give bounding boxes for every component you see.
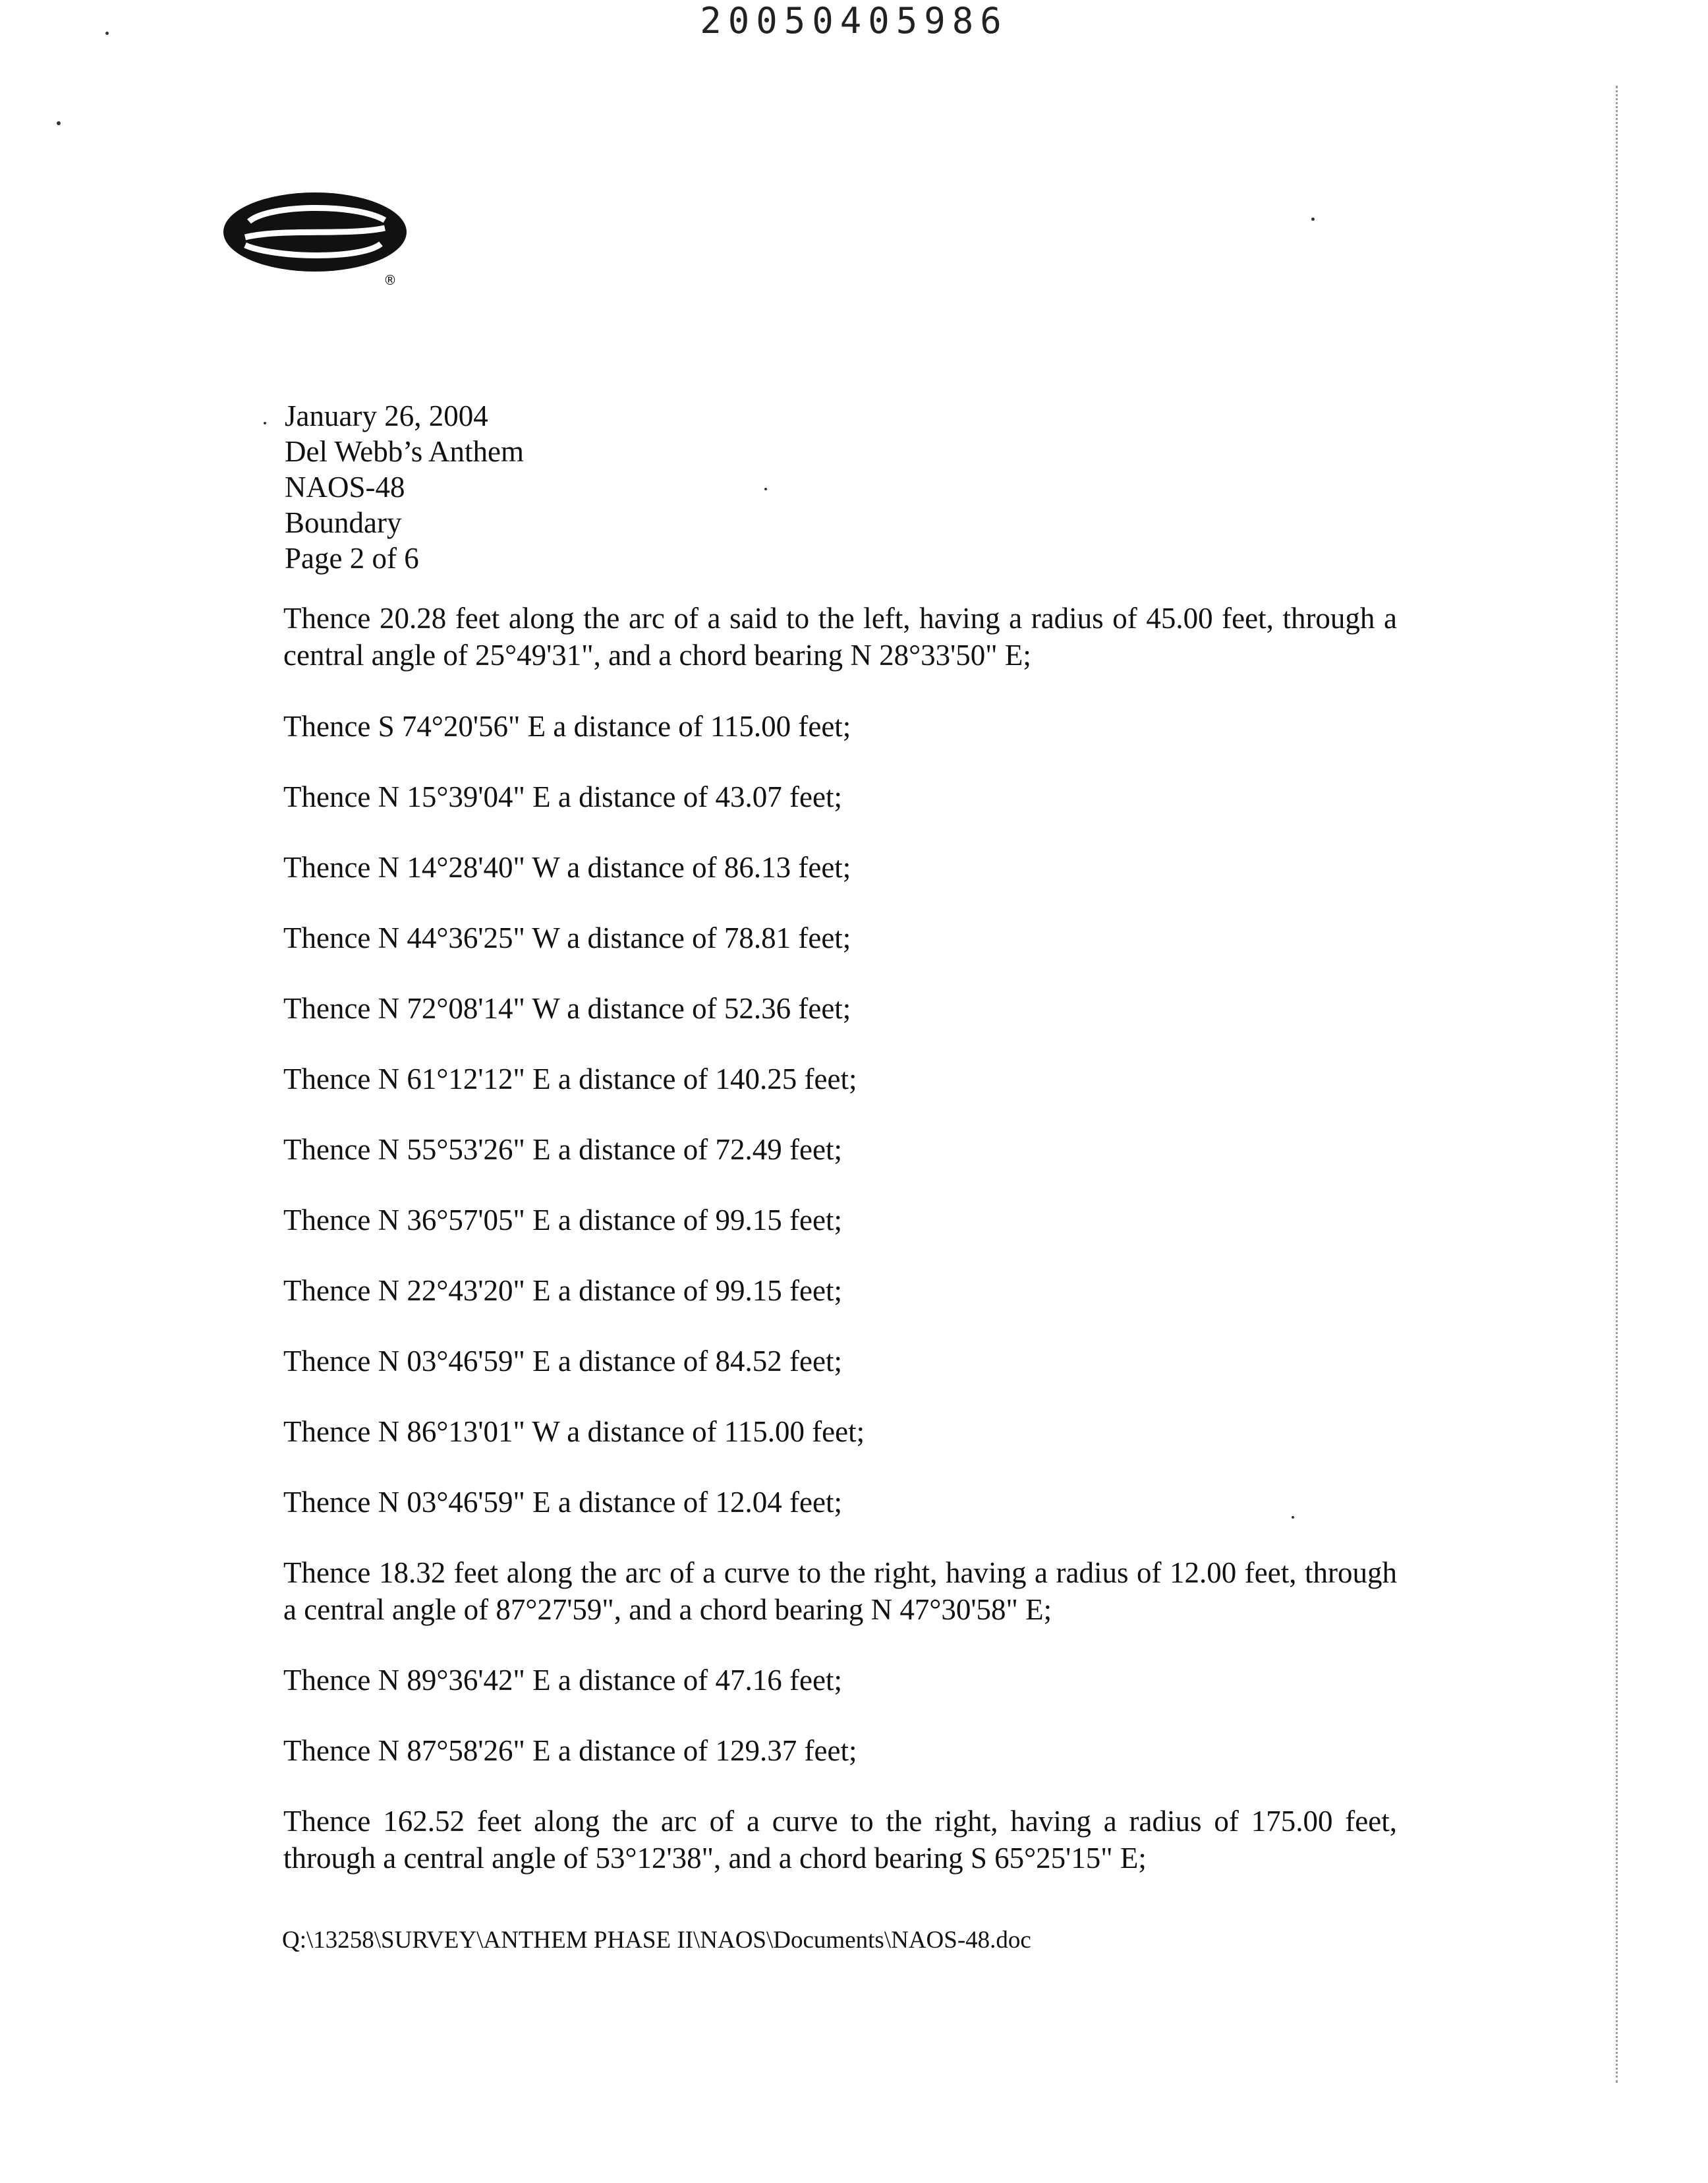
scan-speck — [1311, 218, 1315, 221]
company-s-logo-icon — [223, 191, 420, 290]
file-path-footer: Q:\13258\SURVEY\ANTHEM PHASE II\NAOS\Documents\NAOS-48.doc — [282, 1927, 1031, 1954]
course-paragraph: Thence 18.32 feet along the arc of a curve to the right, having a radius of 12.00 feet, through a central angle of 87°27'59", and a chord bearing N 47°30'58" E; — [283, 1556, 1397, 1626]
course-paragraph: Thence N 72°08'14" W a distance of 52.36 feet; — [283, 992, 851, 1025]
course-paragraph: Thence N 44°36'25" W a distance of 78.81 feet; — [283, 921, 851, 954]
course-paragraph: Thence N 61°12'12" E a distance of 140.25 feet; — [283, 1062, 857, 1095]
header-parcel: NAOS-48 — [285, 471, 405, 504]
course-paragraph: Thence 162.52 feet along the arc of a curve to the right, having a radius of 175.00 feet, through a central angle of 53°12'38", and a chord bearing S 65°25'15" E; — [283, 1805, 1397, 1875]
legal-description-body — [283, 600, 1397, 1877]
course-paragraph: Thence N 15°39'04" E a distance of 43.07 feet; — [283, 780, 842, 813]
course-paragraph: Thence N 55°53'26" E a distance of 72.49 feet; — [283, 1133, 842, 1166]
document-number: 20050405986 — [700, 0, 1008, 42]
scan-speck — [764, 488, 767, 490]
course-paragraph: Thence N 86°13'01" W a distance of 115.00 feet; — [283, 1415, 865, 1448]
course-paragraph: Thence N 89°36'42" E a distance of 47.16 feet; — [283, 1664, 842, 1697]
registered-mark: ® — [384, 272, 397, 288]
course-paragraph: Thence N 03°46'59" E a distance of 84.52 feet; — [283, 1345, 842, 1378]
scan-speck — [105, 32, 109, 35]
course-paragraph: Thence N 22°43'20" E a distance of 99.15 feet; — [283, 1274, 842, 1307]
course-paragraph: Thence N 03°46'59" E a distance of 12.04 feet; — [283, 1486, 842, 1519]
scan-speck — [57, 121, 61, 125]
scan-edge-line — [1616, 86, 1618, 2083]
course-paragraph: Thence N 87°58'26" E a distance of 129.37 feet; — [283, 1734, 857, 1767]
course-paragraph: Thence N 14°28'40" W a distance of 86.13 feet; — [283, 851, 851, 884]
header-page-number: Page 2 of 6 — [285, 542, 419, 575]
scan-speck — [1292, 1516, 1294, 1519]
header-description: Boundary — [285, 506, 402, 539]
course-paragraph: Thence N 36°57'05" E a distance of 99.15 feet; — [283, 1204, 842, 1237]
course-paragraph: Thence S 74°20'56" E a distance of 115.00 feet; — [283, 710, 851, 743]
document-header — [285, 398, 524, 576]
header-project: Del Webb’s Anthem — [285, 435, 525, 468]
scan-speck — [264, 422, 266, 424]
course-paragraph: Thence 20.28 feet along the arc of a said to the left, having a radius of 45.00 feet, through a central angle of 25°49'31", and a chord bearing N 28°33'50" E; — [283, 602, 1397, 672]
header-date: January 26, 2004 — [285, 399, 488, 432]
